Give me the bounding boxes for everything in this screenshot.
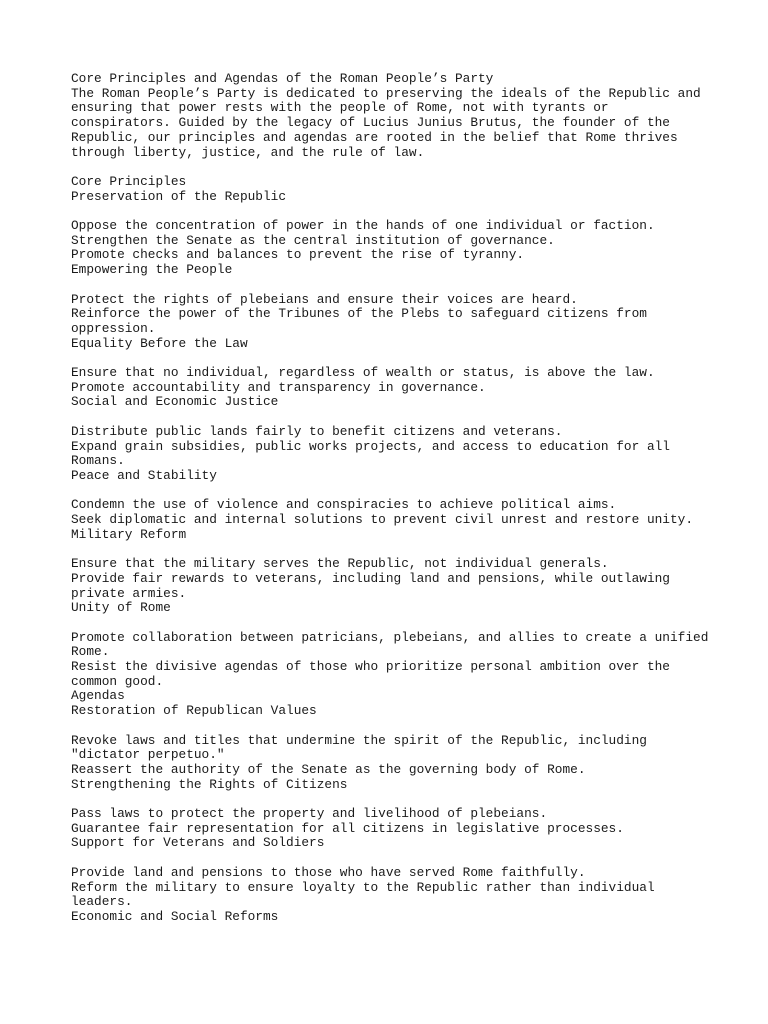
body-line: common good. [71, 673, 164, 689]
body-line: Strengthen the Senate as the central institution of governance. [71, 232, 555, 248]
section-heading: Core Principles [71, 173, 187, 189]
subsection-heading: Unity of Rome [71, 600, 171, 616]
blank-line [71, 719, 711, 734]
document-page [71, 72, 711, 925]
blank-line [71, 351, 711, 366]
body-line: Ensure that no individual, regardless of wealth or status, is above the law. [71, 365, 655, 380]
body-line: Revoke laws and titles that undermine the spirit of the Republic, including [71, 732, 647, 748]
subsection-heading: Equality Before the Law [71, 335, 248, 351]
body-line: Reassert the authority of the Senate as the governing body of Rome. [71, 761, 586, 777]
blank-line [71, 204, 711, 219]
section-heading: Agendas [71, 688, 125, 704]
blank-line [71, 542, 711, 557]
body-line: Promote collaboration between patricians, plebeians, and allies to create a unified [71, 629, 709, 645]
body-line: oppression. [71, 320, 156, 336]
intro-line: Republic, our principles and agendas are rooted in the belief that Rome thrives [71, 129, 678, 145]
subsection-heading: Strengthening the Rights of Citizens [71, 776, 348, 792]
body-line: Protect the rights of plebeians and ensure their voices are heard. [71, 291, 578, 307]
subsection-heading: Preservation of the Republic [71, 188, 287, 204]
body-line: Oppose the concentration of power in the hands of one individual or faction. [71, 218, 655, 233]
body-line: Provide fair rewards to veterans, including land and pensions, while outlawing [71, 570, 670, 586]
subsection-heading: Peace and Stability [71, 467, 217, 483]
body-line: Reform the military to ensure loyalty to the Republic rather than individual [71, 879, 655, 895]
blank-line [71, 484, 711, 499]
subsection-heading: Social and Economic Justice [71, 394, 279, 410]
subsection-heading: Military Reform [71, 526, 187, 542]
body-line: Promote checks and balances to prevent the rise of tyranny. [71, 247, 525, 263]
blank-line [71, 278, 711, 293]
intro-line: The Roman People’s Party is dedicated to preserving the ideals of the Republic and [71, 85, 701, 101]
body-line: "dictator perpetuo." [71, 747, 225, 763]
intro-line: through liberty, justice, and the rule of law. [71, 144, 425, 160]
body-line: Expand grain subsidies, public works projects, and access to education for all [71, 438, 670, 454]
body-line: Guarantee fair representation for all citizens in legislative processes. [71, 820, 624, 836]
body-line: Seek diplomatic and internal solutions to prevent civil unrest and restore unity. [71, 512, 694, 527]
subsection-heading: Empowering the People [71, 262, 233, 278]
body-line: Pass laws to protect the property and livelihood of plebeians. [71, 806, 548, 821]
blank-line [71, 410, 711, 425]
document-title: Core Principles and Agendas of the Roman People’s Party [71, 71, 494, 86]
body-line: Promote accountability and transparency in governance. [71, 379, 486, 395]
subsection-heading: Restoration of Republican Values [71, 703, 317, 719]
body-line: Condemn the use of violence and conspiracies to achieve political aims. [71, 497, 617, 513]
body-line: Provide land and pensions to those who have served Rome faithfully. [71, 864, 586, 880]
body-line: leaders. [71, 894, 133, 910]
blank-line [71, 851, 711, 866]
blank-line [71, 792, 711, 807]
blank-line [71, 616, 711, 631]
body-line: Romans. [71, 453, 125, 469]
body-line: private armies. [71, 585, 187, 601]
body-line: Ensure that the military serves the Republic, not individual generals. [71, 556, 609, 572]
blank-line [71, 160, 711, 175]
intro-line: ensuring that power rests with the people of Rome, not with tyrants or [71, 100, 609, 116]
subsection-heading: Economic and Social Reforms [71, 908, 279, 924]
body-line: Resist the divisive agendas of those who prioritize personal ambition over the [71, 659, 670, 674]
subsection-heading: Support for Veterans and Soldiers [71, 835, 325, 851]
body-line: Rome. [71, 644, 110, 660]
body-line: Distribute public lands fairly to benefit citizens and veterans. [71, 423, 563, 439]
intro-line: conspirators. Guided by the legacy of Lucius Junius Brutus, the founder of the [71, 115, 670, 131]
body-line: Reinforce the power of the Tribunes of the Plebs to safeguard citizens from [71, 306, 647, 322]
